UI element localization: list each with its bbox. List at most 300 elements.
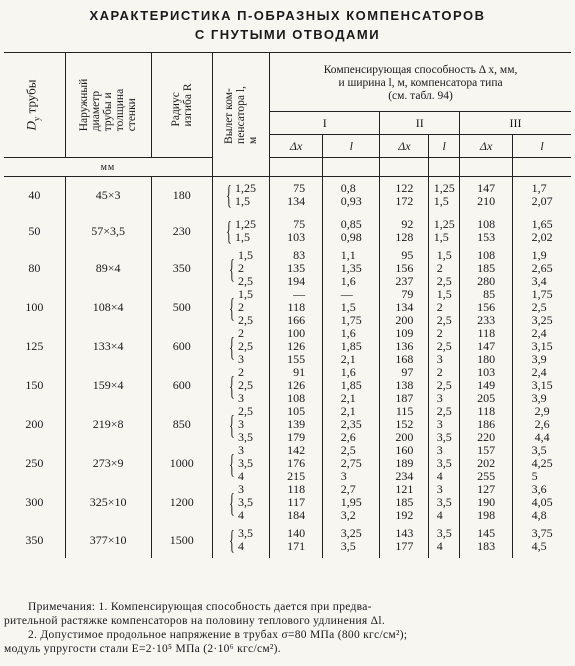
cell-dx-type1 [270,288,323,327]
cell-l-type2-value: 1,5 [436,287,452,301]
cell-dx-type3-value: 127 [477,482,496,496]
cell-dx-type2-value: 237 [395,274,414,288]
cell-dy-value: 250 [25,456,44,470]
cell-outer-diameter-value: 273×9 [92,456,124,470]
cell-radius [151,177,212,214]
cell-dx-type1-value: 194 [287,274,306,288]
compensator-table [4,52,571,558]
note-line-4: модуль упругости стали E=2·10⁵ МПа (2·10⁶ кгс/см²). [4,643,281,655]
cell-l-type1 [323,327,380,366]
cell-l-type1-value: 2,1 [340,404,356,418]
cell-overhang-value: 1,25 [234,217,256,231]
cell-overhang-list [229,288,253,327]
cell-dx-type3-value: 153 [477,230,496,244]
cell-dx-type2 [380,405,429,444]
header-type-2: II [380,112,460,135]
header-overhang: Вылет ком- пенсатора l, м [212,53,269,177]
cell-dx-type1-value: 176 [287,456,306,470]
cell-radius [151,249,212,288]
cell-dx-type3-value: 210 [477,194,496,208]
cell-l-type1-value: 0,85 [340,217,362,231]
cell-l-type2-value: 3,5 [436,430,452,444]
cell-dx-type3-value: 156 [477,300,496,314]
cell-dx-type2-list [395,405,413,444]
cell-dx-type1-value: 75 [293,217,306,231]
cell-l-type1-list [341,218,362,244]
cell-overhang [212,213,269,249]
cell-dx-type1-value: 134 [287,194,306,208]
cell-l-type2 [429,177,460,214]
cell-dx-type1-list [287,405,305,444]
cell-outer-diameter-value: 108×4 [92,300,124,314]
cell-l-type2 [429,522,460,558]
cell-overhang-value: 3 [237,391,244,405]
cell-l-type1-list [341,182,362,208]
cell-l-type1 [323,522,380,558]
cell-outer-diameter-value: 325×10 [89,495,127,509]
cell-l-type3 [513,483,571,522]
cell-dx-type2 [380,177,429,214]
cell-l-type3 [513,288,571,327]
cell-l-type1-value: 0,93 [340,194,362,208]
table-row [4,327,571,366]
cell-dy [4,483,65,522]
cell-l-type3-value: 2,9 [534,404,550,418]
cell-dx-type2 [380,522,429,558]
cell-l-type2-value: 1,5 [436,248,452,262]
cell-dy-value: 100 [25,300,44,314]
cell-dx-type3 [460,366,513,405]
cell-l-type2-value: 3,5 [436,495,452,509]
cell-l-type2-value: 2 [436,365,443,379]
cell-l-type2-value: 1,5 [433,230,449,244]
cell-radius-value: 500 [172,300,191,314]
cell-outer-diameter [65,288,151,327]
cell-l-type1 [323,249,380,288]
cell-dx-type3-list [477,527,495,553]
cell-dx-type3-value: 149 [477,378,496,392]
cell-dx-type1-value: 135 [287,261,306,275]
cell-l-type3-list [535,405,550,444]
cell-dx-type3-list [477,444,495,483]
cell-dx-type1-value: 117 [287,495,306,509]
cell-dx-type3-value: 108 [477,248,496,262]
cell-dx-type1-value: 126 [287,378,306,392]
cell-l-type2-value: 3 [436,443,443,457]
cell-l-type3-value: 3,25 [531,313,553,327]
cell-dx-type3-value: 157 [477,443,496,457]
cell-dx-type2-value: 152 [395,417,414,431]
cell-dx-type2-list [395,218,413,244]
cell-l-type1-value: 1,6 [340,326,356,340]
cell-l-type1-list [341,527,362,553]
cell-dy [4,327,65,366]
cell-dx-type1-list [287,288,305,327]
cell-dx-type3-value: 145 [477,526,496,540]
cell-l-type3-value: 2,07 [531,194,553,208]
cell-overhang-value: 1,5 [234,230,250,244]
cell-overhang [212,522,269,558]
cell-dx-type2-value: 177 [395,539,414,553]
cell-radius [151,405,212,444]
table-notes [4,600,568,656]
cell-dx-type1-value: 75 [293,181,306,195]
cell-dx-type3 [460,522,513,558]
cell-radius [151,444,212,483]
cell-l-type3-value: 4,25 [531,456,553,470]
cell-outer-diameter [65,249,151,288]
cell-l-type1-value: 1,85 [340,339,362,353]
cell-dx-type2-value: 189 [395,456,414,470]
cell-overhang-value: 1,5 [237,287,253,301]
cell-overhang [212,288,269,327]
cell-overhang-list [229,327,253,366]
cell-dx-type1 [270,405,323,444]
cell-dx-type3 [460,288,513,327]
cell-overhang [212,483,269,522]
cell-overhang [212,327,269,366]
cell-dx-type2-value: 172 [395,194,414,208]
cell-dx-type3-value: 202 [477,456,496,470]
cell-dx-type1-value: 118 [287,300,306,314]
cell-dx-type2-value: 122 [395,181,414,195]
cell-overhang [212,366,269,405]
cell-overhang [212,177,269,214]
cell-overhang-value: 2 [237,261,244,275]
cell-l-type1-value: 1,1 [340,248,356,262]
cell-dx-type2 [380,213,429,249]
note-line-1: Примечания: 1. Компенсирующая способность дается при предва- [28,601,372,613]
cell-dy [4,366,65,405]
cell-l-type3-value: 3,15 [531,378,553,392]
cell-dx-type1 [270,522,323,558]
cell-dx-type1-value: 91 [293,365,306,379]
cell-dy-value: 350 [25,532,44,547]
cell-l-type3 [513,405,571,444]
cell-overhang-value: 4 [237,508,244,522]
cell-l-type1-list [341,366,362,405]
cell-dy [4,213,65,249]
header-dx-1: Δx [270,135,323,158]
cell-radius [151,327,212,366]
cell-dx-type3 [460,483,513,522]
cell-dy-value: 150 [25,378,44,392]
cell-dx-type1-list [287,483,305,522]
cell-dx-type2-value: 200 [395,430,414,444]
cell-dx-type1-value: 108 [287,391,306,405]
cell-dx-type3-list [477,249,495,288]
cell-dx-type2-value: 97 [401,365,414,379]
cell-l-type2-list [437,366,452,405]
table-row [4,366,571,405]
cell-l-type3 [513,522,571,558]
cell-l-type2-value: 1,25 [433,181,455,195]
cell-l-type1 [323,483,380,522]
cell-radius [151,366,212,405]
cell-outer-diameter-value: 377×10 [89,532,127,547]
cell-l-type2-value: 3,5 [436,526,452,540]
cell-radius-value: 230 [172,223,191,238]
cell-l-type1-value: 3,5 [340,539,356,553]
cell-l-type2 [429,366,460,405]
cell-dx-type3-list [477,327,495,366]
cell-dy-value: 125 [25,339,44,353]
cell-dx-type2-value: 160 [395,443,414,457]
cell-radius-value: 600 [172,378,191,392]
cell-radius [151,288,212,327]
cell-l-type3-list [532,327,553,366]
table-title-line2: С ГНУТЫМИ ОТВОДАМИ [194,27,381,42]
cell-outer-diameter [65,483,151,522]
cell-dx-type3-list [477,288,495,327]
cell-l-type3-value: 3,9 [531,352,547,366]
cell-dx-type2-value: 128 [395,230,414,244]
cell-dx-type2-value: 143 [395,526,414,540]
cell-l-type2-list [437,288,452,327]
cell-outer-diameter [65,366,151,405]
table-row [4,249,571,288]
cell-l-type3-list [532,182,553,208]
cell-outer-diameter-value: 133×4 [92,339,124,353]
cell-l-type2-value: 1,25 [433,217,455,231]
cell-l-type3-list [532,249,553,288]
cell-dx-type3 [460,405,513,444]
cell-dx-type1-list [287,527,305,553]
cell-dx-type1-list [287,182,305,208]
cell-l-type3-list [532,218,553,244]
cell-overhang-value: 3 [237,482,244,496]
cell-dx-type1-value: 142 [287,443,306,457]
cell-l-type3-value: 3,15 [531,339,553,353]
cell-l-type3-value: 4,5 [531,539,547,553]
cell-dx-type2-value: 134 [395,300,414,314]
cell-l-type3-value: 1,65 [531,217,553,231]
cell-dx-type2-value: 156 [395,261,414,275]
cell-l-type1-value: 2,6 [340,430,356,444]
cell-radius [151,483,212,522]
cell-overhang-value: 3,5 [237,495,253,509]
cell-dx-type1-value: 83 [293,248,306,262]
cell-outer-diameter [65,177,151,214]
cell-dx-type3 [460,249,513,288]
cell-l-type1-value: 3,25 [340,526,362,540]
cell-dx-type1-value: 184 [287,508,306,522]
cell-overhang-value: 1,25 [234,181,256,195]
cell-dx-type3-value: 205 [477,391,496,405]
cell-outer-diameter [65,444,151,483]
cell-dx-type2-value: 79 [401,287,414,301]
cell-dx-type1-value: 155 [287,352,306,366]
cell-dx-type3-value: 108 [477,217,496,231]
header-dx-3: Δx [460,135,513,158]
cell-l-type2-value: 4 [436,508,443,522]
cell-l-type3-value: 1,9 [531,248,547,262]
cell-l-type2 [429,327,460,366]
cell-dx-type3-value: 233 [477,313,496,327]
cell-dx-type2-list [395,288,413,327]
cell-l-type2 [429,249,460,288]
cell-l-type3-value: 2,65 [531,261,553,275]
cell-radius-value: 180 [172,187,191,202]
cell-l-type3 [513,327,571,366]
cell-dx-type1-value: 140 [287,526,306,540]
header-dx-2: Δx [380,135,429,158]
cell-dx-type2-value: 185 [395,495,414,509]
cell-dx-type2-value: 200 [395,313,414,327]
cell-l-type3 [513,177,571,214]
cell-l-type1-list [341,444,362,483]
cell-l-type2-value: 4 [436,539,443,553]
cell-l-type3-value: 4,4 [534,430,550,444]
cell-dx-type3 [460,177,513,214]
cell-l-type2-list [434,182,455,208]
cell-dx-type1-value: 166 [287,313,306,327]
cell-l-type1-value: 1,6 [340,365,356,379]
cell-l-type1-list [341,405,362,444]
cell-dx-type1 [270,213,323,249]
table-row [4,288,571,327]
cell-overhang-list [229,483,253,522]
cell-l-type2 [429,483,460,522]
cell-dx-type3-value: 85 [483,287,496,301]
cell-overhang-value: 2,5 [237,339,253,353]
cell-outer-diameter [65,327,151,366]
cell-l-type2-value: 2 [436,261,443,275]
cell-dx-type2-value: 95 [401,248,414,262]
cell-l-type3 [513,213,571,249]
cell-overhang [212,405,269,444]
cell-l-type2-value: 3 [436,417,443,431]
cell-outer-diameter-value: 219×8 [92,417,124,431]
cell-l-type3-value: 5 [531,469,538,483]
cell-dx-type2 [380,366,429,405]
cell-dx-type3-value: 198 [477,508,496,522]
cell-l-type3-value: 2,6 [534,417,550,431]
cell-l-type1-value: 1,35 [340,261,362,275]
cell-l-type3-value: 2,02 [531,230,553,244]
cell-dx-type3-list [477,483,495,522]
header-l-3: l [513,135,571,158]
cell-dx-type3-value: 147 [477,181,496,195]
cell-l-type2-list [437,483,452,522]
cell-l-type1-value: 1,6 [340,274,356,288]
cell-overhang-value: 4 [237,469,244,483]
cell-outer-diameter [65,405,151,444]
cell-dx-type3-list [477,182,495,208]
cell-dx-type1-value: 126 [287,339,306,353]
table-row [4,405,571,444]
cell-overhang-list [229,366,253,405]
cell-l-type1-value: 1,95 [340,495,362,509]
cell-dx-type3-value: 186 [477,417,496,431]
cell-dx-type1-value: — [293,287,306,301]
cell-l-type2-value: 2 [436,326,443,340]
cell-overhang-value: 1,5 [234,194,250,208]
header-l-1: l [323,135,380,158]
cell-l-type2-list [437,249,452,288]
cell-overhang-value: 2 [237,300,244,314]
cell-l-type1-value: 1,85 [340,378,362,392]
cell-l-type2-value: 2,5 [436,378,452,392]
cell-outer-diameter [65,522,151,558]
cell-l-type2 [429,444,460,483]
cell-l-type2-value: 2 [436,300,443,314]
cell-overhang-list [226,182,256,208]
cell-overhang-list [229,527,253,553]
cell-l-type2 [429,288,460,327]
cell-dy-value: 200 [25,417,44,431]
cell-l-type1-value: 0,8 [340,181,356,195]
cell-l-type2 [429,213,460,249]
cell-dx-type2-value: 168 [395,352,414,366]
cell-radius-value: 350 [172,261,191,275]
header-units-mm: мм [4,158,212,177]
cell-overhang-value: 3,5 [237,456,253,470]
cell-dx-type1-value: 171 [287,539,306,553]
cell-dx-type3-value: 183 [477,539,496,553]
note-line-3: 2. Допустимое продольное напряжение в трубах σ=80 МПа (800 кгс/см²); [28,629,408,641]
cell-l-type2-value: 2,5 [436,339,452,353]
cell-dx-type1-list [287,366,305,405]
cell-dx-type1-value: 139 [287,417,306,431]
table-row [4,177,571,214]
cell-radius [151,213,212,249]
cell-radius-value: 850 [172,417,191,431]
cell-dx-type3-value: 180 [477,352,496,366]
cell-dx-type3-value: 118 [477,326,496,340]
cell-l-type3-value: 2,4 [531,365,547,379]
cell-l-type3-value: 2,4 [531,326,547,340]
cell-dy [4,288,65,327]
cell-dx-type1-value: 103 [287,230,306,244]
cell-dx-type1-list [287,444,305,483]
cell-dx-type2-list [395,527,413,553]
cell-radius-value: 600 [172,339,191,353]
cell-l-type2-value: 3,5 [436,456,452,470]
cell-dx-type3-value: 220 [477,430,496,444]
cell-dx-type1-list [287,218,305,244]
cell-dy [4,177,65,214]
cell-dx-type1-value: 100 [287,326,306,340]
cell-l-type3-list [532,366,553,405]
cell-l-type1 [323,444,380,483]
cell-outer-diameter-value: 159×4 [92,378,124,392]
cell-overhang-value: 2 [237,326,244,340]
cell-dx-type3-list [477,218,495,244]
cell-l-type1-list [341,327,362,366]
cell-dx-type2-value: 192 [395,508,414,522]
cell-overhang-value: 2,5 [237,274,253,288]
cell-outer-diameter-value: 57×3,5 [91,223,126,238]
cell-dx-type2-value: 234 [395,469,414,483]
cell-dx-type3-value: 103 [477,365,496,379]
cell-dx-type3-value: 118 [477,404,496,418]
cell-l-type2-value: 3 [436,352,443,366]
cell-l-type3-value: 1,75 [531,287,553,301]
cell-l-type3-value: 4,05 [531,495,553,509]
cell-dx-type3-list [477,366,495,405]
cell-dx-type2 [380,288,429,327]
cell-l-type3-value: 3,6 [531,482,547,496]
cell-l-type1-value: 0,98 [340,230,362,244]
cell-dx-type1-list [287,327,305,366]
cell-l-type2-value: 3 [436,391,443,405]
cell-l-type1-value: 1,75 [340,313,362,327]
cell-dx-type2-list [395,182,413,208]
cell-dx-type1-value: 118 [287,482,306,496]
header-outer-diameter: Наружный диаметр трубы и толщина стенки [65,53,151,158]
cell-l-type1-value: 2,35 [340,417,362,431]
